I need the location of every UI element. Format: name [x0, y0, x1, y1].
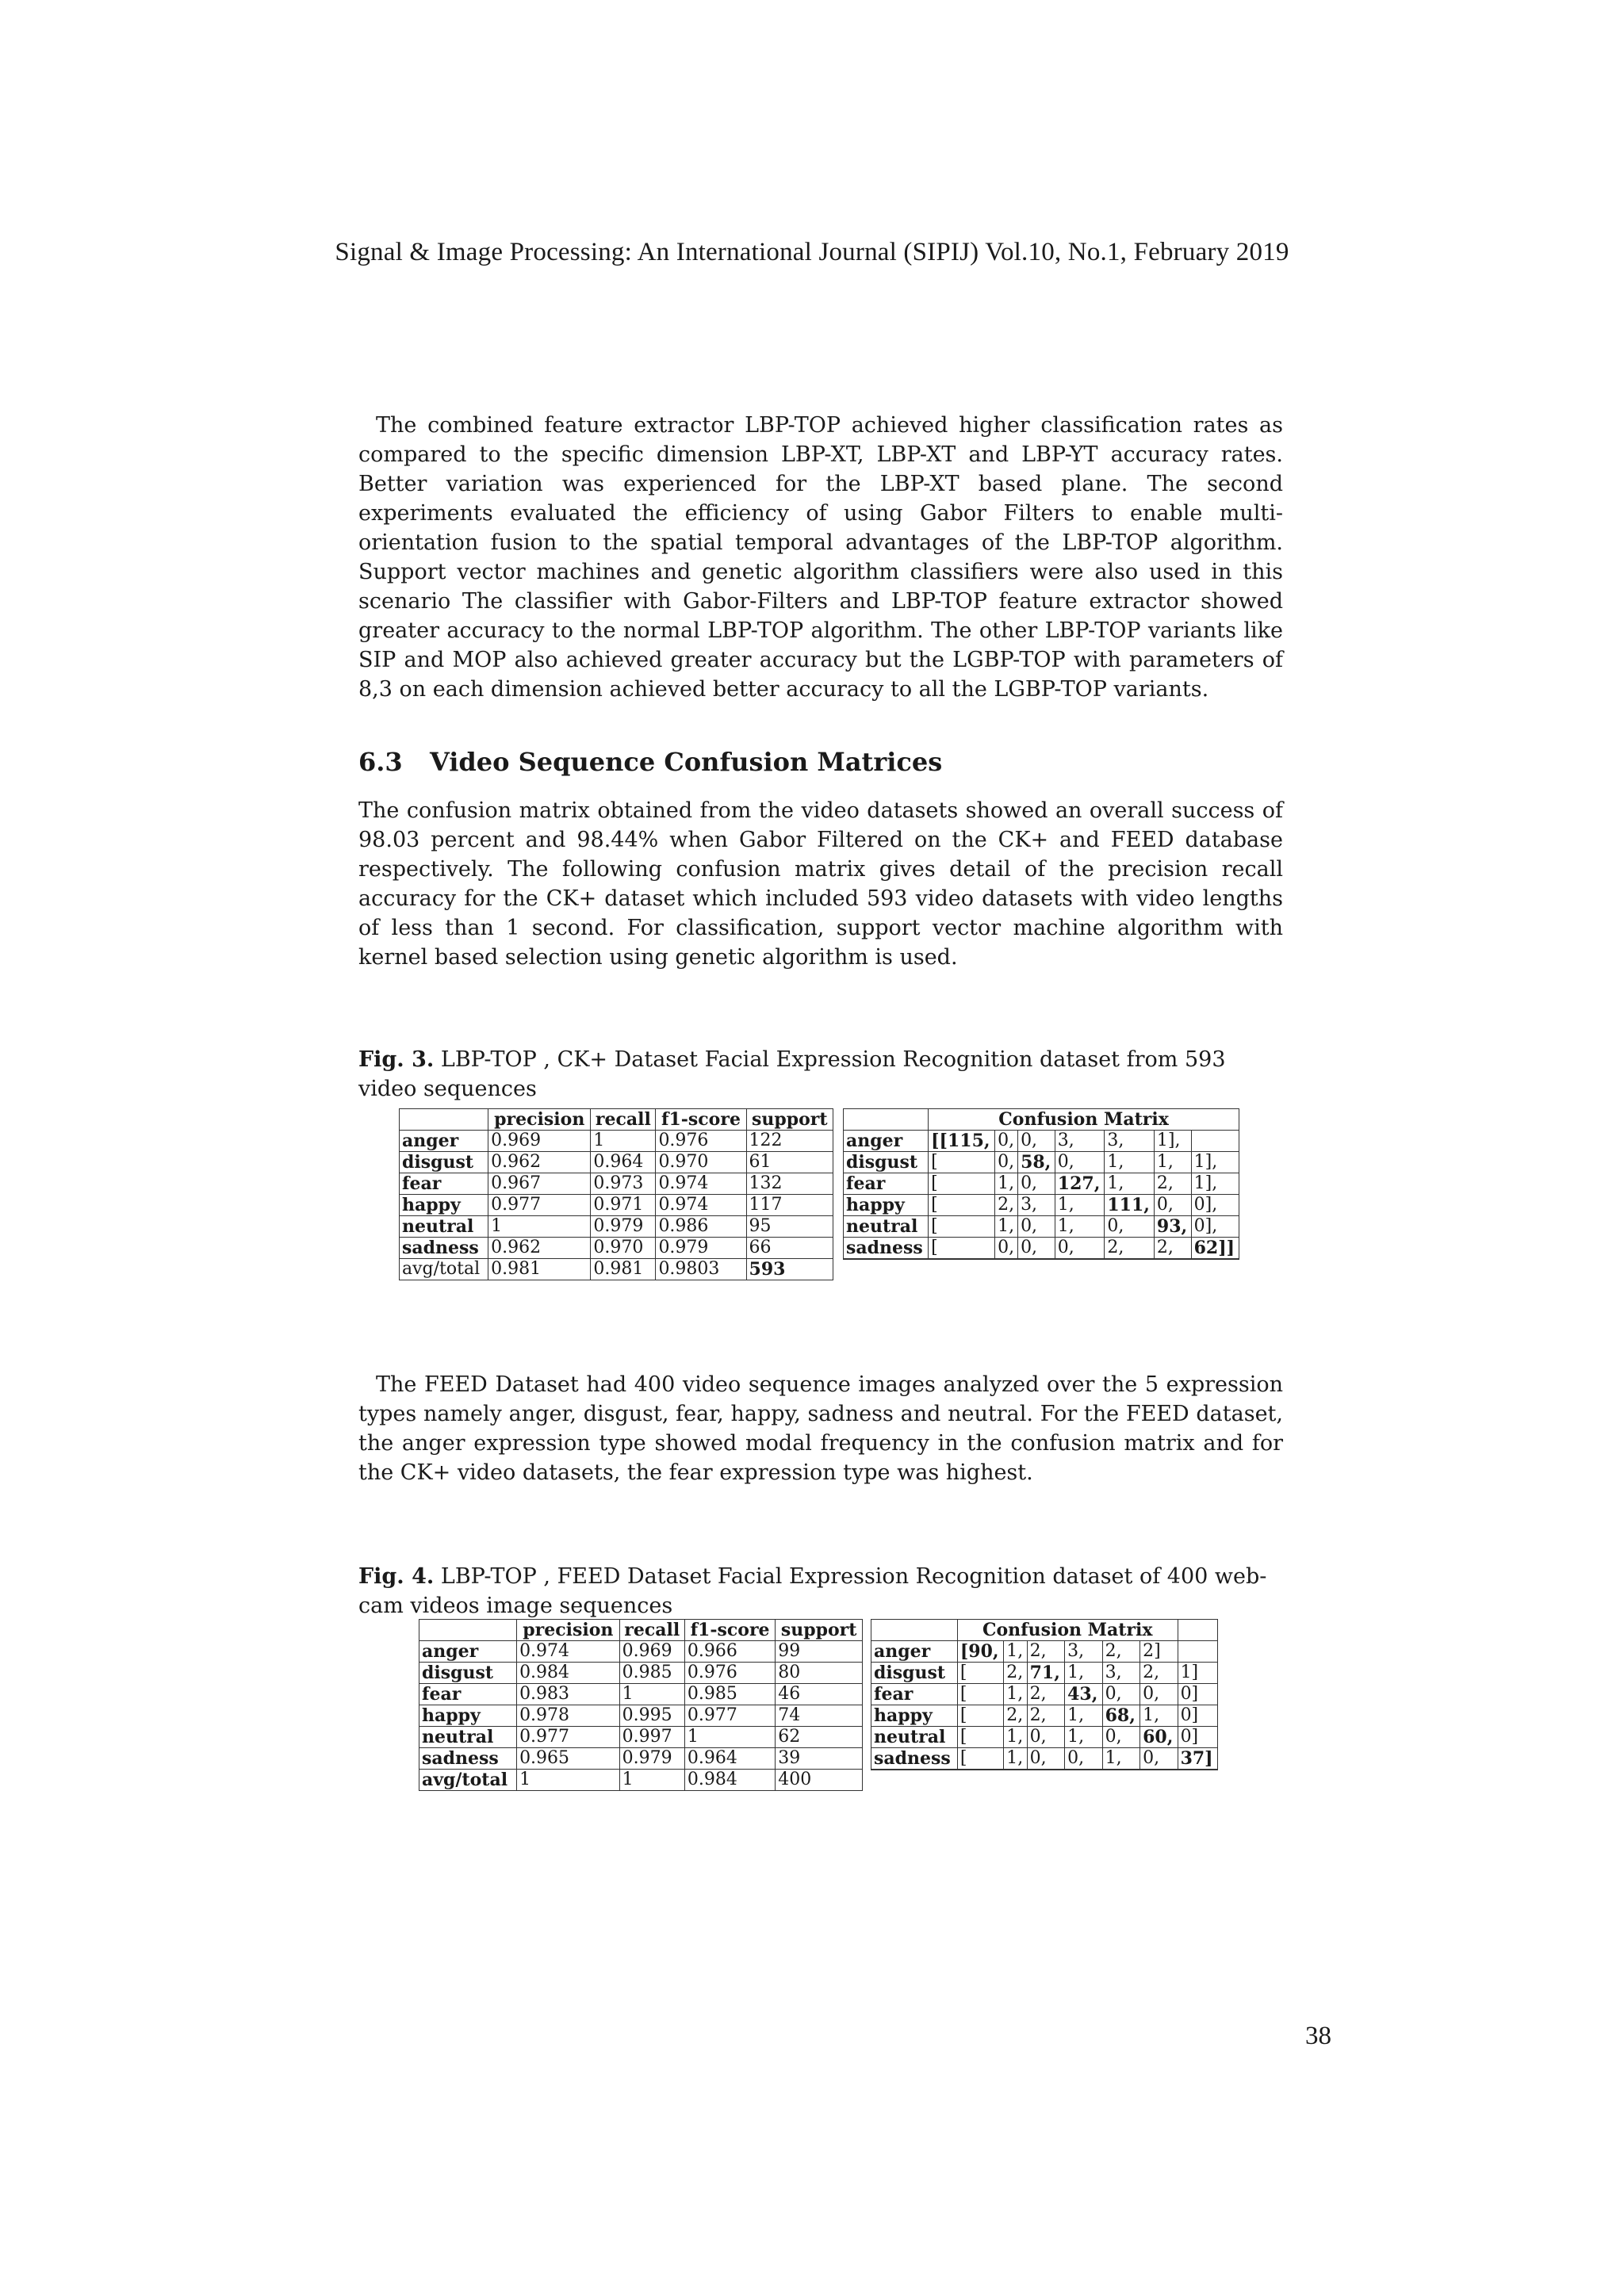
table-header-row: [844, 1109, 1239, 1131]
row-label: happy: [844, 1195, 929, 1216]
matrix-cell: 0,: [1018, 1173, 1055, 1195]
journal-header: Signal & Image Processing: An International Journal (SIPIJ) Vol.10, No.1, February 2019: [335, 238, 1289, 266]
header-f1-score: f1-score: [684, 1620, 775, 1641]
f1-score-cell: 0.979: [656, 1238, 746, 1259]
body-paragraph-2-container: [358, 796, 1283, 972]
support-cell: 46: [776, 1684, 863, 1705]
matrix-cell: 0]: [1178, 1684, 1217, 1705]
header-f1-score: f1-score: [656, 1109, 746, 1131]
row-label: happy: [400, 1195, 488, 1216]
row-label: happy: [419, 1705, 517, 1727]
support-cell: 95: [746, 1216, 833, 1238]
table-row: [844, 1195, 1239, 1216]
header-recall: recall: [619, 1620, 684, 1641]
figure-3-confusion-table: [843, 1108, 1239, 1260]
precision-cell: 0.983: [517, 1684, 620, 1705]
matrix-cell: 0,: [1027, 1727, 1064, 1748]
matrix-cell: 62]]: [1191, 1238, 1239, 1259]
figure-4-confusion-table: [871, 1619, 1218, 1770]
row-label: sadness: [871, 1748, 958, 1770]
row-label: avg/total: [400, 1259, 488, 1280]
header-recall: recall: [591, 1109, 656, 1131]
matrix-cell: 0,: [1140, 1748, 1178, 1770]
table-row: [400, 1173, 833, 1195]
matrix-cell: 93,: [1154, 1216, 1191, 1238]
matrix-cell: 1,: [1065, 1705, 1102, 1727]
row-label: avg/total: [419, 1770, 517, 1791]
matrix-cell: 0,: [1154, 1195, 1191, 1216]
row-label: [844, 1259, 929, 1260]
matrix-cell: 1,: [1065, 1727, 1102, 1748]
matrix-cell: 1],: [1191, 1152, 1239, 1173]
support-cell: 62: [776, 1727, 863, 1748]
matrix-cell: 0,: [1018, 1238, 1055, 1259]
figure-4-caption-text: LBP-TOP , FEED Dataset Facial Expression Recognition dataset of 400 web-cam videos image sequences: [358, 1564, 1267, 1618]
f1-score-cell: 0.966: [684, 1641, 775, 1663]
table-empty-header: [1178, 1620, 1217, 1641]
matrix-cell: 3,: [1055, 1131, 1105, 1152]
row-label: fear: [871, 1684, 958, 1705]
matrix-cell: 3,: [1018, 1195, 1055, 1216]
row-label: disgust: [400, 1152, 488, 1173]
recall-cell: 1: [619, 1770, 684, 1791]
support-cell: 99: [776, 1641, 863, 1663]
precision-cell: 1: [517, 1770, 620, 1791]
recall-cell: 0.973: [591, 1173, 656, 1195]
row-label: neutral: [871, 1727, 958, 1748]
recall-cell: 0.970: [591, 1238, 656, 1259]
recall-cell: 1: [619, 1684, 684, 1705]
matrix-cell: [1191, 1131, 1239, 1152]
matrix-cell: 0]: [1178, 1705, 1217, 1727]
row-label: sadness: [844, 1238, 929, 1259]
table-row: [844, 1238, 1239, 1259]
support-cell: 400: [776, 1770, 863, 1791]
matrix-cell: 0,: [1055, 1152, 1105, 1173]
row-label: disgust: [844, 1152, 929, 1173]
section-number: 6.3: [358, 747, 403, 777]
table-header-row: [419, 1620, 863, 1641]
precision-cell: 0.978: [517, 1705, 620, 1727]
table-row: [844, 1131, 1239, 1152]
precision-cell: 0.969: [488, 1131, 591, 1152]
recall-cell: 0.995: [619, 1705, 684, 1727]
matrix-cell: 0,: [995, 1238, 1018, 1259]
matrix-cell: 1,: [1004, 1727, 1027, 1748]
matrix-cell: 43,: [1065, 1684, 1102, 1705]
table-corner-cell: [871, 1620, 958, 1641]
confusion-matrix-title: Confusion Matrix: [957, 1620, 1178, 1641]
table-header-row: [400, 1109, 833, 1131]
matrix-cell: 2,: [1004, 1705, 1027, 1727]
matrix-cell: 1,: [1004, 1748, 1027, 1770]
matrix-cell: 1]: [1178, 1663, 1217, 1684]
page-number: 38: [1305, 2022, 1331, 2050]
precision-cell: 0.974: [517, 1641, 620, 1663]
table-row: [871, 1727, 1218, 1748]
matrix-cell: 1,: [995, 1173, 1018, 1195]
matrix-cell: 68,: [1102, 1705, 1139, 1727]
table-row: [419, 1684, 863, 1705]
matrix-cell: 1,: [1105, 1173, 1155, 1195]
table-row: [400, 1131, 833, 1152]
support-cell: 66: [746, 1238, 833, 1259]
f1-score-cell: 0.974: [656, 1195, 746, 1216]
figure-3-caption: [358, 1045, 1283, 1104]
row-label: fear: [400, 1173, 488, 1195]
matrix-cell: 3,: [1102, 1663, 1139, 1684]
matrix-cell: [1018, 1259, 1055, 1260]
table-row: [844, 1259, 1239, 1260]
matrix-cell: [1191, 1259, 1239, 1260]
matrix-cell: [: [957, 1727, 1003, 1748]
table-row: [419, 1748, 863, 1770]
matrix-cell: 2,: [995, 1195, 1018, 1216]
row-label: sadness: [419, 1748, 517, 1770]
matrix-cell: 2,: [1154, 1238, 1191, 1259]
recall-cell: 0.979: [591, 1216, 656, 1238]
matrix-cell: [: [929, 1152, 995, 1173]
f1-score-cell: 0.970: [656, 1152, 746, 1173]
recall-cell: 0.969: [619, 1641, 684, 1663]
f1-score-cell: 0.976: [656, 1131, 746, 1152]
row-label: anger: [844, 1131, 929, 1152]
f1-score-cell: 0.977: [684, 1705, 775, 1727]
matrix-cell: 2,: [1004, 1663, 1027, 1684]
figure-4-metrics-table: [419, 1619, 863, 1791]
matrix-cell: 60,: [1140, 1727, 1178, 1748]
f1-score-cell: 0.984: [684, 1770, 775, 1791]
matrix-cell: 2,: [1027, 1684, 1064, 1705]
table-corner-cell: [400, 1109, 488, 1131]
matrix-cell: 0,: [1102, 1727, 1139, 1748]
matrix-cell: [: [929, 1195, 995, 1216]
precision-cell: 0.984: [517, 1663, 620, 1684]
matrix-cell: 2,: [1102, 1641, 1139, 1663]
figure-3-caption-text: LBP-TOP , CK+ Dataset Facial Expression Recognition dataset from 593 video sequences: [358, 1047, 1226, 1101]
matrix-cell: [: [957, 1663, 1003, 1684]
matrix-cell: 58,: [1018, 1152, 1055, 1173]
matrix-cell: 0,: [1018, 1131, 1055, 1152]
matrix-cell: 0,: [1140, 1684, 1178, 1705]
header-support: support: [746, 1109, 833, 1131]
matrix-cell: 1,: [1140, 1705, 1178, 1727]
table-row: [419, 1705, 863, 1727]
precision-cell: 0.965: [517, 1748, 620, 1770]
precision-cell: 0.977: [517, 1727, 620, 1748]
matrix-cell: 1],: [1154, 1131, 1191, 1152]
support-cell: 39: [776, 1748, 863, 1770]
precision-cell: 0.967: [488, 1173, 591, 1195]
f1-score-cell: 0.974: [656, 1173, 746, 1195]
body-paragraph-1: The combined feature extractor LBP-TOP achieved higher classification rates as compared to the specific dimension LBP-XT, LBP-XT and LBP-YT accuracy rates. Better variation was experienced for the LBP-XT based plane. The second experiments evaluated the efficiency of using Gabor Filters to enable multi-orientation fusion to the spatial temporal advantages of the LBP-TOP algorithm. Support vector machines and genetic algorithm classifiers were also used in this scenario The classifier with Gabor-Filters and LBP-TOP feature extractor showed greater accuracy to the normal LBP-TOP algorithm. The other LBP-TOP variants like SIP and MOP also achieved greater accuracy but the LGBP-TOP with parameters of 8,3 on each dimension achieved better accuracy to all the LGBP-TOP variants.: [358, 413, 1283, 702]
table-row: [400, 1259, 833, 1280]
matrix-cell: [1178, 1641, 1217, 1663]
confusion-matrix-title: Confusion Matrix: [929, 1109, 1239, 1131]
row-label: fear: [844, 1173, 929, 1195]
matrix-cell: [1154, 1259, 1191, 1260]
figure-4-confusion-table-wrap: [871, 1619, 1218, 1770]
table-row: [419, 1641, 863, 1663]
table-row: [400, 1238, 833, 1259]
matrix-cell: 1,: [995, 1216, 1018, 1238]
table-row: [871, 1748, 1218, 1770]
section-title: Video Sequence Confusion Matrices: [430, 747, 943, 777]
matrix-cell: 0],: [1191, 1216, 1239, 1238]
matrix-cell: 2,: [1027, 1641, 1064, 1663]
row-label: disgust: [871, 1663, 958, 1684]
precision-cell: 1: [488, 1216, 591, 1238]
row-label: anger: [419, 1641, 517, 1663]
table-row: [400, 1152, 833, 1173]
matrix-cell: 0,: [995, 1131, 1018, 1152]
matrix-cell: 2,: [1027, 1705, 1064, 1727]
support-cell: 132: [746, 1173, 833, 1195]
section-heading: [358, 747, 942, 777]
recall-cell: 0.997: [619, 1727, 684, 1748]
matrix-cell: [: [929, 1216, 995, 1238]
matrix-cell: [: [957, 1748, 1003, 1770]
recall-cell: 0.964: [591, 1152, 656, 1173]
recall-cell: 0.981: [591, 1259, 656, 1280]
body-paragraph-3-container: [358, 1370, 1283, 1487]
row-label: neutral: [400, 1216, 488, 1238]
f1-score-cell: 1: [684, 1727, 775, 1748]
support-cell: 61: [746, 1152, 833, 1173]
table-row: [871, 1705, 1218, 1727]
recall-cell: 0.971: [591, 1195, 656, 1216]
matrix-cell: 111,: [1105, 1195, 1155, 1216]
support-cell: 122: [746, 1131, 833, 1152]
support-cell: 80: [776, 1663, 863, 1684]
matrix-cell: 1,: [1055, 1195, 1105, 1216]
f1-score-cell: 0.964: [684, 1748, 775, 1770]
row-label: neutral: [419, 1727, 517, 1748]
matrix-cell: 2,: [1140, 1663, 1178, 1684]
matrix-cell: [: [957, 1684, 1003, 1705]
matrix-cell: 1,: [1004, 1684, 1027, 1705]
body-paragraph-2: The confusion matrix obtained from the video datasets showed an overall success of 98.03 percent and 98.44% when Gabor Filtered on the CK+ and FEED database respectively. The following confusion matrix gives detail of the precision recall accuracy for the CK+ dataset which included 593 video datasets with video lengths of less than 1 second. For classification, support vector machine algorithm with kernel based selection using genetic algorithm is used.: [358, 798, 1283, 970]
matrix-cell: 2]: [1140, 1641, 1178, 1663]
table-corner-cell: [844, 1109, 929, 1131]
matrix-cell: 0,: [1018, 1216, 1055, 1238]
matrix-cell: 127,: [1055, 1173, 1105, 1195]
row-label: neutral: [844, 1216, 929, 1238]
matrix-cell: 0,: [1105, 1216, 1155, 1238]
matrix-cell: [[115,: [929, 1131, 995, 1152]
matrix-cell: 37]: [1178, 1748, 1217, 1770]
matrix-cell: [1055, 1259, 1105, 1260]
figure-3-metrics-table-wrap: [399, 1108, 833, 1280]
precision-cell: 0.962: [488, 1238, 591, 1259]
table-corner-cell: [419, 1620, 517, 1641]
recall-cell: 1: [591, 1131, 656, 1152]
matrix-cell: [1105, 1259, 1155, 1260]
f1-score-cell: 0.986: [656, 1216, 746, 1238]
support-cell: 117: [746, 1195, 833, 1216]
table-row: [400, 1195, 833, 1216]
row-label: anger: [871, 1641, 958, 1663]
row-label: happy: [871, 1705, 958, 1727]
matrix-cell: 1,: [1154, 1152, 1191, 1173]
figure-4-caption: [358, 1562, 1283, 1621]
matrix-cell: 71,: [1027, 1663, 1064, 1684]
table-header-row: [871, 1620, 1218, 1641]
figure-3-confusion-table-wrap: [843, 1108, 1239, 1260]
matrix-cell: [90,: [957, 1641, 1003, 1663]
support-cell: 593: [746, 1259, 833, 1280]
table-row: [419, 1663, 863, 1684]
matrix-cell: [: [929, 1173, 995, 1195]
f1-score-cell: 0.985: [684, 1684, 775, 1705]
matrix-cell: 0,: [1102, 1684, 1139, 1705]
matrix-cell: 1],: [1191, 1173, 1239, 1195]
f1-score-cell: 0.9803: [656, 1259, 746, 1280]
figure-3-metrics-table: [399, 1108, 833, 1280]
matrix-cell: [929, 1259, 995, 1260]
recall-cell: 0.985: [619, 1663, 684, 1684]
table-row: [871, 1641, 1218, 1663]
figure-4-label: Fig. 4.: [358, 1564, 435, 1589]
matrix-cell: 3,: [1065, 1641, 1102, 1663]
matrix-cell: 2,: [1154, 1173, 1191, 1195]
matrix-cell: 1,: [1065, 1663, 1102, 1684]
f1-score-cell: 0.976: [684, 1663, 775, 1684]
support-cell: 74: [776, 1705, 863, 1727]
matrix-cell: 1,: [1055, 1216, 1105, 1238]
figure-3-label: Fig. 3.: [358, 1047, 435, 1072]
body-paragraph-3: The FEED Dataset had 400 video sequence images analyzed over the 5 expression types namely anger, disgust, fear, happy, sadness and neutral. For the FEED dataset, the anger expression type showed modal frequency in the confusion matrix and for the CK+ video datasets, the fear expression type was highest.: [358, 1372, 1283, 1485]
row-label: sadness: [400, 1238, 488, 1259]
header-support: support: [776, 1620, 863, 1641]
matrix-cell: 1,: [1102, 1748, 1139, 1770]
precision-cell: 0.981: [488, 1259, 591, 1280]
table-row: [419, 1727, 863, 1748]
matrix-cell: 0]: [1178, 1727, 1217, 1748]
matrix-cell: 0],: [1191, 1195, 1239, 1216]
table-row: [419, 1770, 863, 1791]
table-row: [871, 1663, 1218, 1684]
matrix-cell: [995, 1259, 1018, 1260]
matrix-cell: [: [929, 1238, 995, 1259]
row-label: anger: [400, 1131, 488, 1152]
matrix-cell: 0,: [1065, 1748, 1102, 1770]
row-label: disgust: [419, 1663, 517, 1684]
header-precision: precision: [488, 1109, 591, 1131]
matrix-cell: 0,: [1027, 1748, 1064, 1770]
header-precision: precision: [517, 1620, 620, 1641]
matrix-cell: 3,: [1105, 1131, 1155, 1152]
matrix-cell: [: [957, 1705, 1003, 1727]
table-row: [871, 1684, 1218, 1705]
precision-cell: 0.977: [488, 1195, 591, 1216]
precision-cell: 0.962: [488, 1152, 591, 1173]
body-paragraph-1-container: [358, 411, 1283, 704]
matrix-cell: 1,: [1105, 1152, 1155, 1173]
recall-cell: 0.979: [619, 1748, 684, 1770]
row-label: fear: [419, 1684, 517, 1705]
matrix-cell: 1,: [1004, 1641, 1027, 1663]
table-row: [844, 1152, 1239, 1173]
table-row: [400, 1216, 833, 1238]
table-row: [844, 1216, 1239, 1238]
figure-4-metrics-table-wrap: [419, 1619, 863, 1791]
matrix-cell: 2,: [1105, 1238, 1155, 1259]
table-row: [844, 1173, 1239, 1195]
matrix-cell: 0,: [995, 1152, 1018, 1173]
matrix-cell: 0,: [1055, 1238, 1105, 1259]
